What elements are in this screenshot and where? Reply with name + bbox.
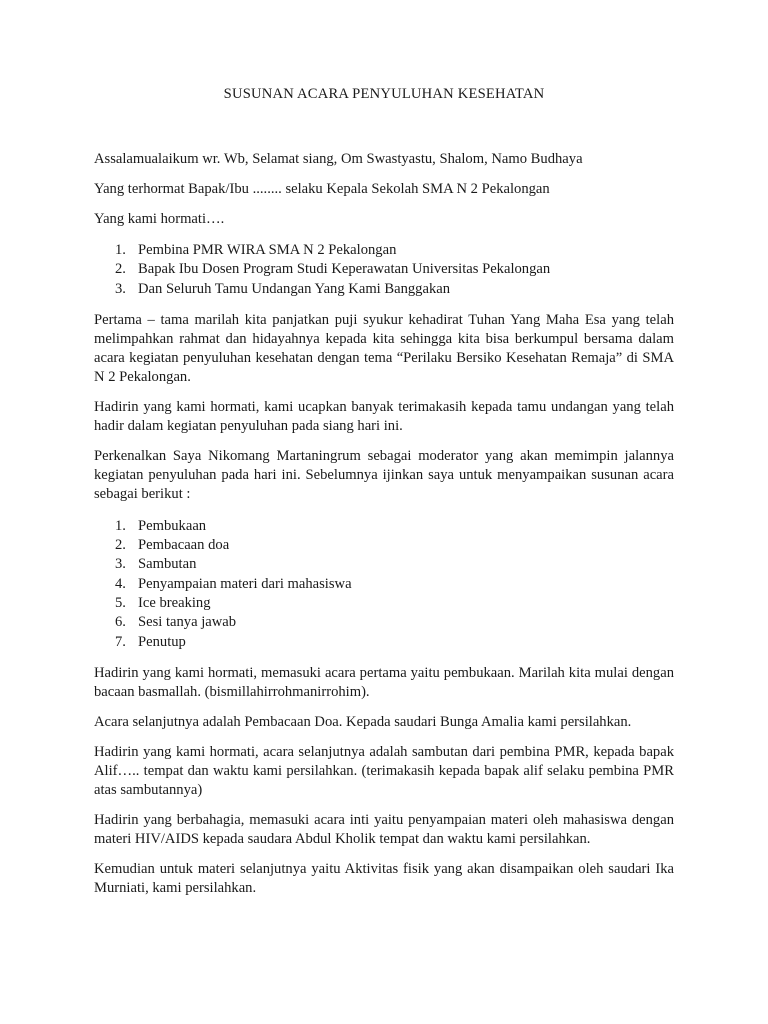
list-item-text: Sambutan <box>138 556 197 573</box>
honored-guests-list <box>94 241 674 299</box>
main-material-paragraph: Hadirin yang berbahagia, memasuki acara inti yaitu penyampaian materi oleh mahasiswa dengan materi HIV/AIDS kepada saudara Abdul Kholik tempat dan waktu kami persilahkan. <box>94 811 674 847</box>
list-number: 2. <box>115 261 126 278</box>
list-number: 7. <box>115 633 126 650</box>
list-number: 3. <box>115 280 126 297</box>
thanks-paragraph: Hadirin yang kami hormati, kami ucapkan banyak terimakasih kepada tamu undangan yang telah hadir dalam kegiatan penyuluhan pada siang hari ini. <box>94 398 674 434</box>
list-item-text: Pembina PMR WIRA SMA N 2 Pekalongan <box>138 242 397 258</box>
list-item <box>94 260 674 279</box>
opening-session-paragraph: Hadirin yang kami hormati, memasuki acara pertama yaitu pembukaan. Marilah kita mulai dengan bacaan basmallah. (bismillahirrohmanirrohim). <box>94 664 674 700</box>
yang-kami-hormati-line: Yang kami hormati…. <box>94 211 225 227</box>
list-number: 2. <box>115 537 126 554</box>
list-item <box>94 594 674 613</box>
list-item <box>94 536 674 555</box>
greeting-line: Assalamualaikum wr. Wb, Selamat siang, Om Swastyastu, Shalom, Namo Budhaya <box>94 151 583 167</box>
list-item <box>94 575 674 594</box>
list-item-text: Ice breaking <box>138 595 211 612</box>
list-item <box>94 555 674 574</box>
list-item-text: Pembacaan doa <box>138 537 230 554</box>
document-title: SUSUNAN ACARA PENYULUHAN KESEHATAN <box>223 86 545 102</box>
list-number: 1. <box>115 517 126 534</box>
list-item-text: Pembukaan <box>138 517 207 534</box>
list-number: 4. <box>115 575 126 592</box>
introduction-paragraph: Perkenalkan Saya Nikomang Martaningrum sebagai moderator yang akan memimpin jalannya kegiatan penyuluhan pada hari ini. Sebelumnya ijinkan saya untuk menyampaikan susunan acara sebagai berikut : <box>94 447 674 502</box>
list-number: 3. <box>115 556 126 573</box>
list-number: 1. <box>115 242 126 258</box>
prayer-paragraph: Acara selanjutnya adalah Pembacaan Doa. Kepada saudari Bunga Amalia kami persilahkan. <box>94 713 632 730</box>
list-number: 5. <box>115 595 126 612</box>
list-item-text: Bapak Ibu Dosen Program Studi Keperawatan Universitas Pekalongan <box>138 261 551 278</box>
list-item-text: Penyampaian materi dari mahasiswa <box>138 575 352 592</box>
list-item <box>94 517 674 536</box>
speech-paragraph: Hadirin yang kami hormati, acara selanjutnya adalah sambutan dari pembina PMR, kepada bapak Alif….. tempat dan waktu kami persilahkan. (terimakasih kepada bapak alif selaku pembina PMR atas sambutannya) <box>94 743 674 798</box>
list-item <box>94 613 674 632</box>
list-item-text: Penutup <box>138 633 186 650</box>
list-item-text: Sesi tanya jawab <box>138 614 237 631</box>
yang-terhormat-line: Yang terhormat Bapak/Ibu ........ selaku Kepala Sekolah SMA N 2 Pekalongan <box>94 181 550 197</box>
document-page <box>94 84 674 898</box>
list-item <box>94 280 674 299</box>
list-item <box>94 633 674 652</box>
opening-paragraph: Pertama – tama marilah kita panjatkan puji syukur kehadirat Tuhan Yang Maha Esa yang telah melimpahkan rahmat dan hidayahnya kepada kita sehingga kita bisa berkumpul bersama dalam acara kegiatan penyuluhan kesehatan dengan tema “Perilaku Bersiko Kesehatan Remaja” di SMA N 2 Pekalongan. <box>94 311 674 385</box>
list-item <box>94 241 674 260</box>
agenda-list <box>94 517 674 652</box>
list-item-text: Dan Seluruh Tamu Undangan Yang Kami Banggakan <box>138 280 451 297</box>
next-material-paragraph: Kemudian untuk materi selanjutnya yaitu Aktivitas fisik yang akan disampaikan oleh saudari Ika Murniati, kami persilahkan. <box>94 860 674 896</box>
list-number: 6. <box>115 614 126 631</box>
